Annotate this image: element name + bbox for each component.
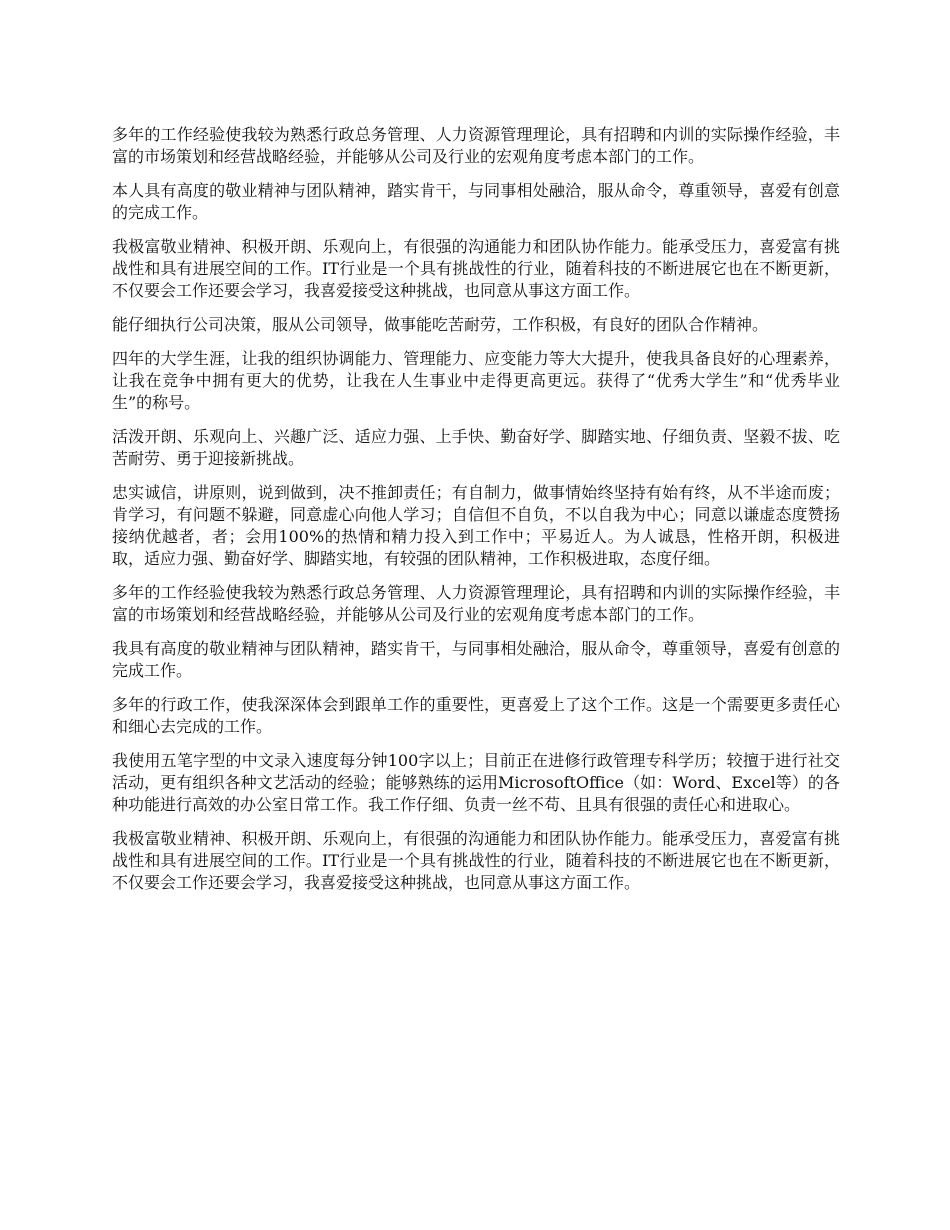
paragraph-8: 多年的工作经验使我较为熟悉行政总务管理、人力资源管理理论，具有招聘和内训的实际操作经验，丰富的市场策划和经营战略经验，并能够从公司及行业的宏观角度考虑本部门的工作。 [112,583,840,624]
paragraph-6: 活泼开朗、乐观向上、兴趣广泛、适应力强、上手快、勤奋好学、脚踏实地、仔细负责、坚毅不拔、吃苦耐劳、勇于迎接新挑战。 [112,427,840,468]
paragraph-7: 忠实诚信，讲原则，说到做到，决不推卸责任；有自制力，做事情始终坚持有始有终，从不半途而废；肯学习，有问题不躲避，同意虚心向他人学习；自信但不自负，不以自我为中心；同意以谦虚态度赞扬接纳优越者，者；会用100%的热情和精力投入到工作中；平易近人。为人诚恳，性格开朗，积极进取，适应力强、勤奋好学、脚踏实地，有较强的团队精神，工作积极进取，态度仔细。 [112,483,840,568]
paragraph-1: 多年的工作经验使我较为熟悉行政总务管理、人力资源管理理论，具有招聘和内训的实际操作经验，丰富的市场策划和经营战略经验，并能够从公司及行业的宏观角度考虑本部门的工作。 [112,125,840,166]
paragraph-5: 四年的大学生涯，让我的组织协调能力、管理能力、应变能力等大大提升，使我具备良好的心理素养，让我在竞争中拥有更大的优势，让我在人生事业中走得更高更远。获得了“优秀大学生”和“优秀毕业生”的称号。 [112,349,840,412]
paragraph-4: 能仔细执行公司决策，服从公司领导，做事能吃苦耐劳，工作积极，有良好的团队合作精神。 [112,315,769,334]
paragraph-12: 我极富敬业精神、积极开朗、乐观向上，有很强的沟通能力和团队协作能力。能承受压力，喜爱富有挑战性和具有进展空间的工作。IT行业是一个具有挑战性的行业，随着科技的不断进展它也在不断更新，不仅要会工作还要会学习，我喜爱接受这种挑战，也同意从事这方面工作。 [112,829,840,892]
document-body [112,124,840,906]
paragraph-11: 我使用五笔字型的中文录入速度每分钟100字以上；目前正在进修行政管理专科学历；较擅于进行社交活动，更有组织各种文艺活动的经验；能够熟练的运用MicrosoftOffice（如：Word、Excel等）的各种功能进行高效的办公室日常工作。我工作仔细、负责一丝不苟、且具有很强的责任心和进取心。 [112,751,840,814]
paragraph-2: 本人具有高度的敬业精神与团队精神，踏实肯干，与同事相处融洽，服从命令，尊重领导，喜爱有创意的完成工作。 [112,181,840,222]
paragraph-3: 我极富敬业精神、积极开朗、乐观向上，有很强的沟通能力和团队协作能力。能承受压力，喜爱富有挑战性和具有进展空间的工作。IT行业是一个具有挑战性的行业，随着科技的不断进展它也在不断更新，不仅要会工作还要会学习，我喜爱接受这种挑战，也同意从事这方面工作。 [112,237,840,300]
paragraph-10: 多年的行政工作，使我深深体会到跟单工作的重要性，更喜爱上了这个工作。这是一个需要更多责任心和细心去完成的工作。 [112,695,840,736]
paragraph-9: 我具有高度的敬业精神与团队精神，踏实肯干，与同事相处融洽，服从命令，尊重领导，喜爱有创意的完成工作。 [112,639,840,680]
